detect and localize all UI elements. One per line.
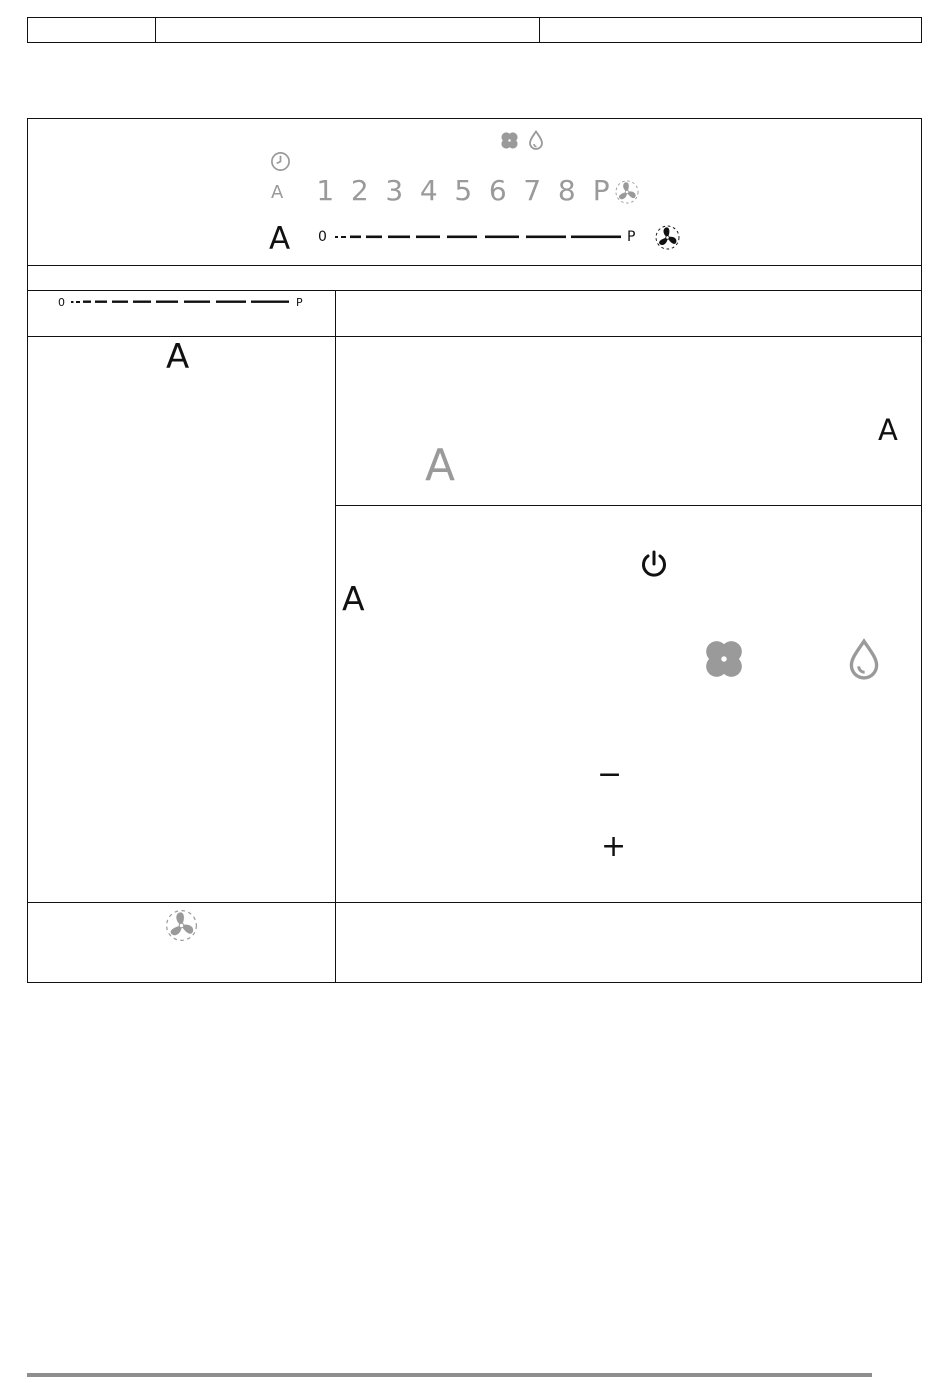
minus-symbol: −: [597, 757, 623, 792]
speed-digit: 3: [385, 174, 404, 207]
column-divider: [335, 290, 336, 983]
row-divider: [27, 290, 922, 291]
header-cell-2: [156, 18, 540, 42]
clock-icon: [270, 151, 291, 172]
speed-digit: 7: [523, 174, 542, 207]
auto-symbol-grey: A: [425, 440, 456, 491]
speed-digit: P: [592, 174, 610, 207]
auto-symbol: A: [342, 579, 365, 618]
speed-digit: 8: [557, 174, 576, 207]
speed-digit: 4: [419, 174, 438, 207]
speed-digit: 5: [454, 174, 473, 207]
row-divider: [27, 265, 922, 266]
footer-bar: [27, 1373, 872, 1377]
auto-symbol: A: [166, 337, 190, 377]
speed-digit: 2: [350, 174, 369, 207]
auto-indicator-small: A: [271, 182, 284, 203]
fan-icon: [164, 908, 199, 943]
plus-symbol: +: [601, 829, 627, 864]
speed-digit: 6: [488, 174, 507, 207]
speed-digit: 1: [316, 174, 335, 207]
drop-icon: [528, 130, 544, 150]
speed-digits: [308, 174, 619, 207]
row-divider: [335, 505, 922, 506]
bar-start-label: 0: [318, 229, 327, 245]
fan-icon: [654, 224, 681, 251]
bar-end-label: P: [627, 229, 636, 245]
control-table: [27, 118, 922, 983]
filter-icon: [703, 638, 745, 680]
filter-icon: [500, 131, 519, 150]
row-divider: [27, 902, 922, 903]
fan-icon: [614, 179, 640, 205]
speed-bar: [70, 298, 292, 306]
power-icon: [639, 549, 669, 580]
auto-indicator-big: A: [269, 221, 291, 257]
row-divider: [27, 336, 922, 337]
bar-start-label: 0: [58, 296, 65, 309]
bar-end-label: P: [296, 296, 303, 309]
header-cell-3: [540, 18, 921, 42]
header-table: [27, 17, 922, 43]
header-cell-1: [28, 18, 156, 42]
auto-symbol: A: [878, 413, 898, 447]
drop-icon: [847, 638, 881, 680]
speed-bar: [333, 232, 625, 242]
